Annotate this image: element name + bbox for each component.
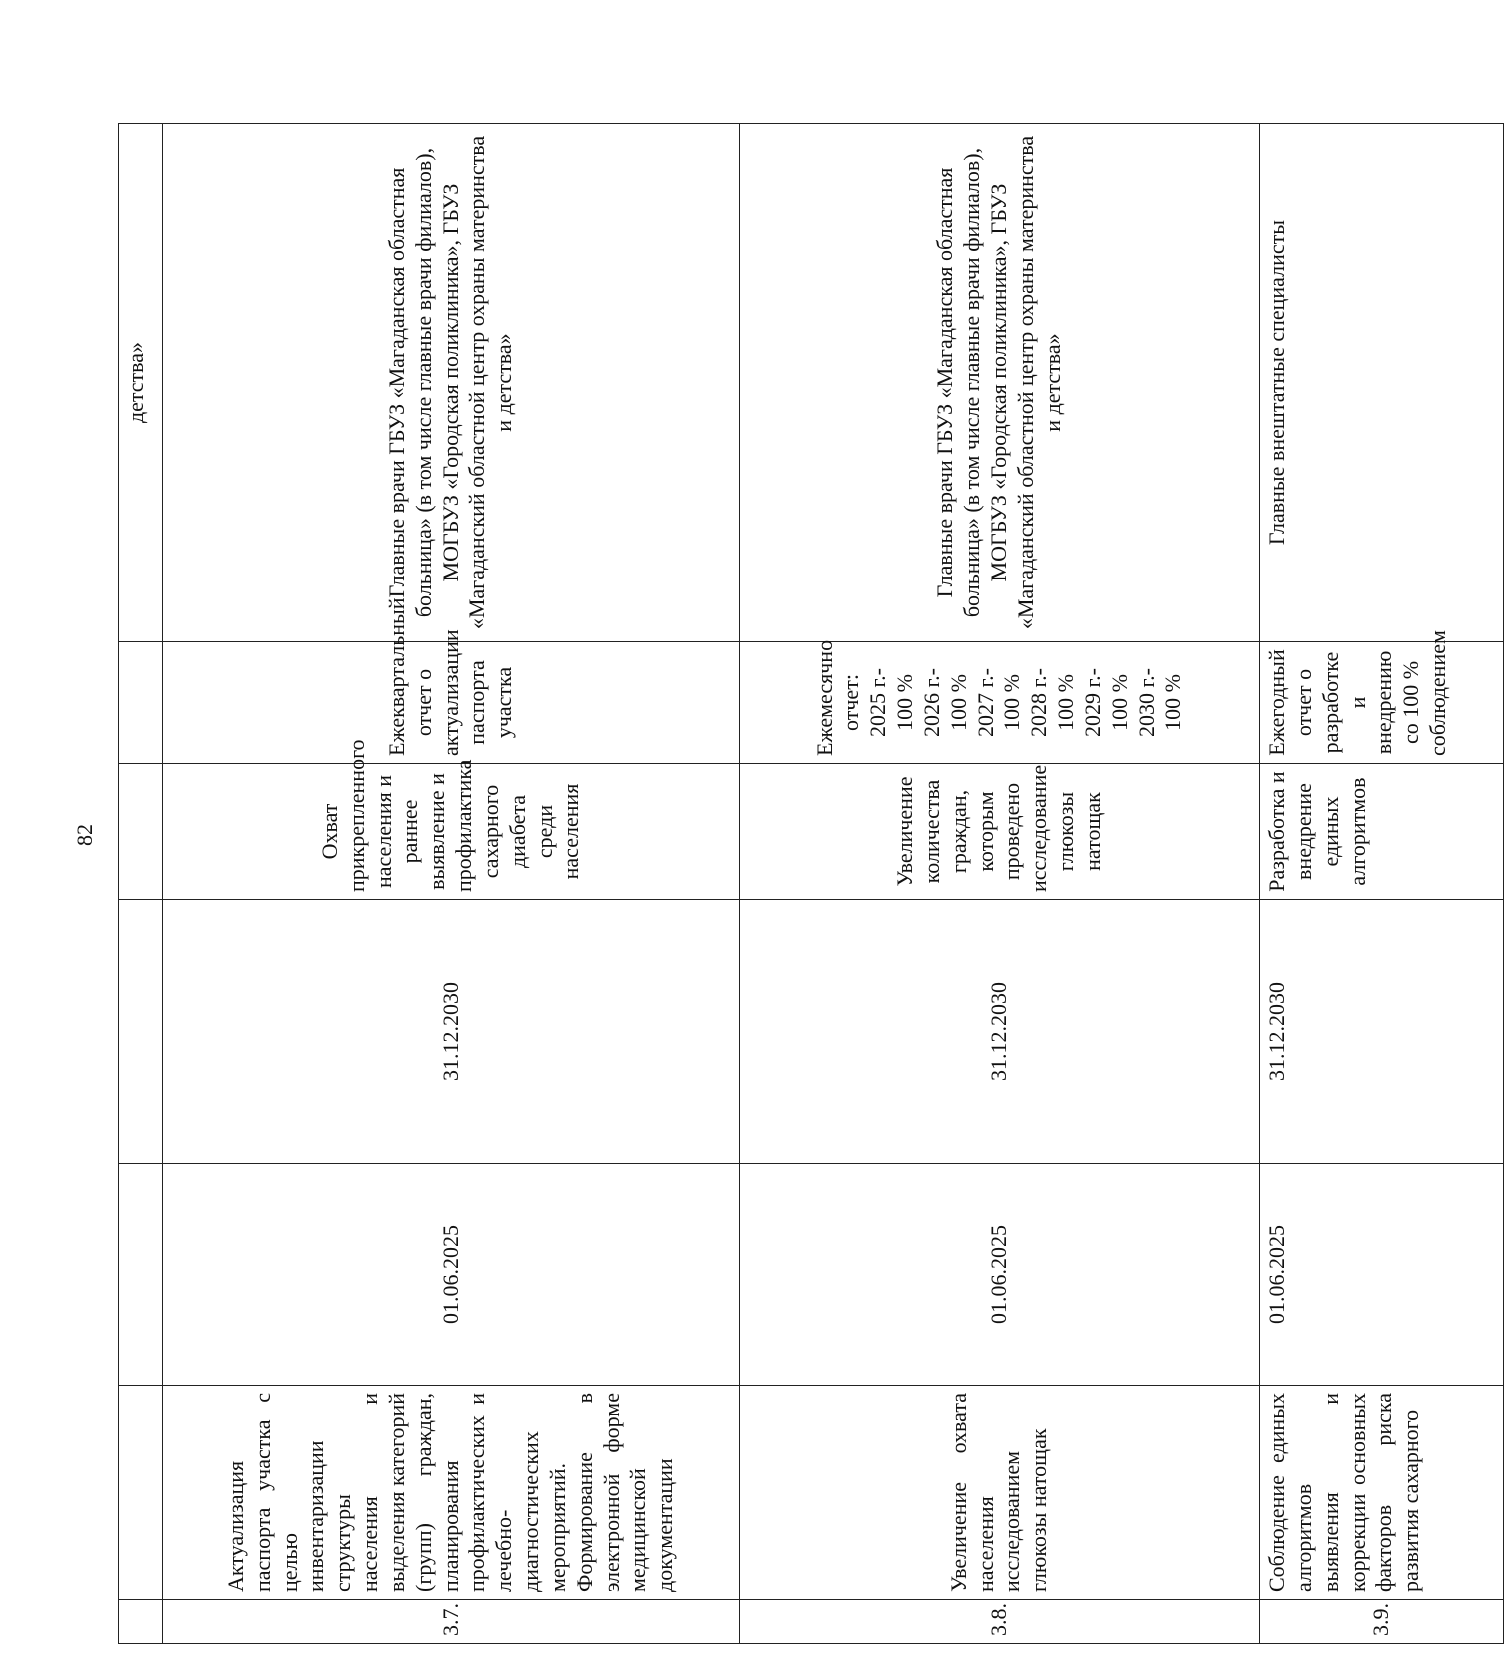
start-date-cell: 01.06.2025 [1260,1164,1504,1386]
result-cell: Разработка и внедрение единых алгоритмов [1260,764,1504,900]
start-date-cell: 01.06.2025 [739,1164,1259,1386]
cell-empty [119,1386,163,1600]
cell-empty [119,764,163,900]
event-cell: Актуализация паспорта участка с целью инвентаризации структуры населения и выделения категорий (групп) граждан, планирования профилактических и лечебно-диагностических мероприятий. Формирование в электронной форме медицинской документации [163,1386,739,1600]
responsible-cell: Главные врачи ГБУЗ «Магаданская областная больница» (в том числе главные врачи филиалов), МОГБУЗ «Городская поликлиника», ГБУЗ «Магаданский областной центр охраны материнства и детства» [163,124,739,642]
cell-empty [119,1600,163,1644]
cell-empty [119,1164,163,1386]
indicator-cell [739,639,1259,764]
table-row-3-8 [739,124,1259,1644]
row-number: 3.8. [739,1600,1259,1644]
result-cell: Охват прикрепленного населения и раннее выявление и профилактика сахарного диабета среди населения [163,764,739,900]
cell-empty [119,900,163,1164]
row-number: 3.7. [163,1600,739,1644]
responsible-cell: Главные внештатные специалисты [1260,124,1504,642]
result-cell: Увеличение количества граждан, которым проведено исследование глюкозы натощак [739,764,1259,900]
indicator-line: 2025 г.- 100 % [865,668,918,737]
responsible-cell: Главные врачи ГБУЗ «Магаданская областная больница» (в том числе главные врачи филиалов), МОГБУЗ «Городская поликлиника», ГБУЗ «Магаданский областной центр охраны материнства и детства» [739,124,1259,642]
indicator-cell: Ежеквартальный отчет о актуализации паспорта участка [163,642,739,764]
indicator-line: Ежемесячно отчет: [811,639,864,756]
table-row-3-7 [163,124,739,1644]
cell-empty [119,642,163,764]
indicator-line: 2029 г.- 100 % [1079,668,1132,737]
event-cell: Увеличение охвата населения исследованием глюкозы натощак [739,1386,1259,1600]
table-row-continuation [119,124,163,1644]
plan-table [118,123,1504,1644]
page-number: 82 [72,824,97,846]
rotated-table [118,124,1504,1644]
end-date-cell: 31.12.2030 [163,900,739,1164]
start-date-cell: 01.06.2025 [163,1164,739,1386]
indicator-line: 2028 г.- 100 % [1026,668,1079,737]
row-number: 3.9. [1260,1600,1504,1644]
table-container [118,124,1500,1636]
indicator-line: 2027 г.- 100 % [972,668,1025,737]
indicator-line: 2030 г.- 100 % [1133,668,1186,737]
indicator-line: 2026 г.- 100 % [918,668,971,737]
end-date-cell: 31.12.2030 [739,900,1259,1164]
indicator-cell: Ежегодный отчет о разработке и внедрению со 100 % соблюдением [1260,642,1504,764]
responsible-continuation-cell: детства» [119,124,163,642]
end-date-cell: 31.12.2030 [1260,900,1504,1164]
table-row-3-9 [1260,124,1504,1644]
event-cell: Соблюдение единых алгоритмов выявления и коррекции основных факторов риска развития сахарного [1260,1386,1504,1600]
